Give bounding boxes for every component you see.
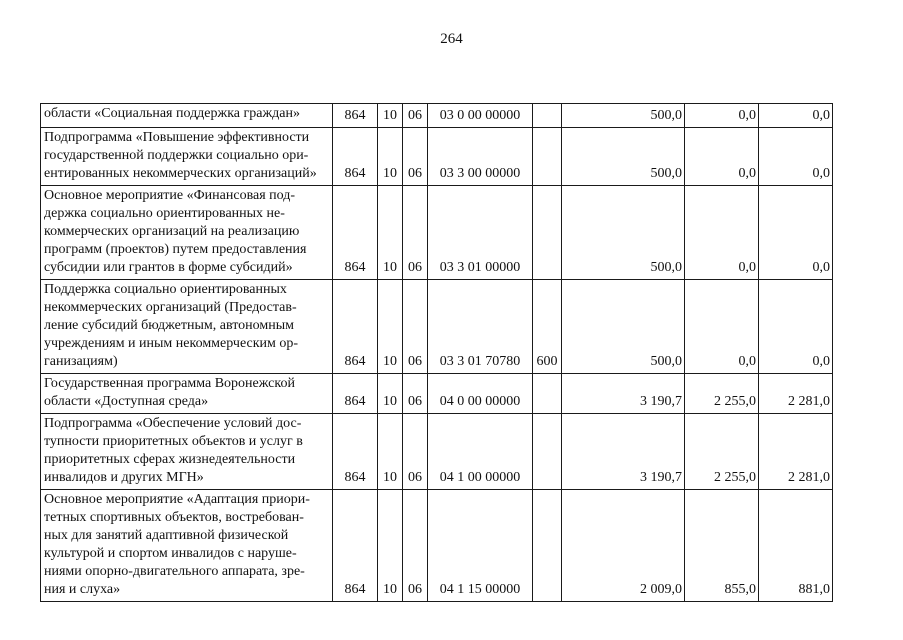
amount-year1-cell: 500,0: [562, 186, 685, 280]
amount-year3-cell: 2 281,0: [759, 414, 833, 490]
amount-year2-cell: 855,0: [685, 490, 759, 602]
budget-table: [40, 103, 833, 602]
table-row: [41, 104, 833, 128]
amount-year2-cell: 2 255,0: [685, 374, 759, 414]
amount-year3-cell: 881,0: [759, 490, 833, 602]
subsection-cell: 06: [403, 374, 428, 414]
target-article-cell: 03 3 00 00000: [428, 128, 533, 186]
ved-cell: 864: [333, 374, 378, 414]
target-article-cell: 04 1 00 00000: [428, 414, 533, 490]
table-row: [41, 128, 833, 186]
expense-type-cell: [533, 128, 562, 186]
target-article-cell: 03 0 00 00000: [428, 104, 533, 128]
table-row: [41, 414, 833, 490]
table-row: [41, 490, 833, 602]
row-name-cell: Основное мероприятие «Адаптация приори- тетных спортивных объектов, востребован- ных для занятий адаптивной физической культурой и спортом инвалидов с наруше- ниями опорно-двигательного аппарата, зре- ния и слуха»: [41, 490, 333, 602]
expense-type-cell: 600: [533, 280, 562, 374]
section-cell: 10: [378, 280, 403, 374]
ved-cell: 864: [333, 490, 378, 602]
table-row: [41, 374, 833, 414]
expense-type-cell: [533, 186, 562, 280]
section-cell: 10: [378, 104, 403, 128]
expense-type-cell: [533, 104, 562, 128]
row-name-cell: области «Социальная поддержка граждан»: [41, 104, 333, 128]
amount-year1-cell: 500,0: [562, 128, 685, 186]
target-article-cell: 04 1 15 00000: [428, 490, 533, 602]
subsection-cell: 06: [403, 186, 428, 280]
amount-year3-cell: 2 281,0: [759, 374, 833, 414]
expense-type-cell: [533, 490, 562, 602]
row-name-cell: Поддержка социально ориентированных некоммерческих организаций (Предостав- ление субсидий бюджетным, автономным учреждениям и иным некоммерческим ор- ганизациям): [41, 280, 333, 374]
table-row: [41, 280, 833, 374]
ved-cell: 864: [333, 280, 378, 374]
amount-year3-cell: 0,0: [759, 104, 833, 128]
expense-type-cell: [533, 414, 562, 490]
amount-year3-cell: 0,0: [759, 280, 833, 374]
amount-year2-cell: 0,0: [685, 104, 759, 128]
row-name-cell: Государственная программа Воронежской области «Доступная среда»: [41, 374, 333, 414]
amount-year2-cell: 0,0: [685, 128, 759, 186]
amount-year2-cell: 0,0: [685, 280, 759, 374]
section-cell: 10: [378, 414, 403, 490]
amount-year2-cell: 2 255,0: [685, 414, 759, 490]
page-number: 264: [440, 31, 463, 47]
section-cell: 10: [378, 374, 403, 414]
amount-year2-cell: 0,0: [685, 186, 759, 280]
subsection-cell: 06: [403, 128, 428, 186]
target-article-cell: 03 3 01 70780: [428, 280, 533, 374]
subsection-cell: 06: [403, 280, 428, 374]
subsection-cell: 06: [403, 104, 428, 128]
row-name-cell: Основное мероприятие «Финансовая под- держка социально ориентированных не- коммерческих организаций на реализацию программ (проектов) путем предоставления субсидии или грантов в форме субсидий»: [41, 186, 333, 280]
amount-year1-cell: 2 009,0: [562, 490, 685, 602]
subsection-cell: 06: [403, 414, 428, 490]
expense-type-cell: [533, 374, 562, 414]
subsection-cell: 06: [403, 490, 428, 602]
amount-year1-cell: 500,0: [562, 104, 685, 128]
ved-cell: 864: [333, 414, 378, 490]
amount-year3-cell: 0,0: [759, 128, 833, 186]
amount-year3-cell: 0,0: [759, 186, 833, 280]
row-name-cell: Подпрограмма «Повышение эффективности государственной поддержки социально ори- ентированных некоммерческих организаций»: [41, 128, 333, 186]
row-name-cell: Подпрограмма «Обеспечение условий дос- тупности приоритетных объектов и услуг в приоритетных сферах жизнедеятельности инвалидов и других МГН»: [41, 414, 333, 490]
ved-cell: 864: [333, 186, 378, 280]
section-cell: 10: [378, 186, 403, 280]
amount-year1-cell: 500,0: [562, 280, 685, 374]
amount-year1-cell: 3 190,7: [562, 414, 685, 490]
amount-year1-cell: 3 190,7: [562, 374, 685, 414]
ved-cell: 864: [333, 104, 378, 128]
target-article-cell: 03 3 01 00000: [428, 186, 533, 280]
table-row: [41, 186, 833, 280]
target-article-cell: 04 0 00 00000: [428, 374, 533, 414]
ved-cell: 864: [333, 128, 378, 186]
section-cell: 10: [378, 128, 403, 186]
section-cell: 10: [378, 490, 403, 602]
